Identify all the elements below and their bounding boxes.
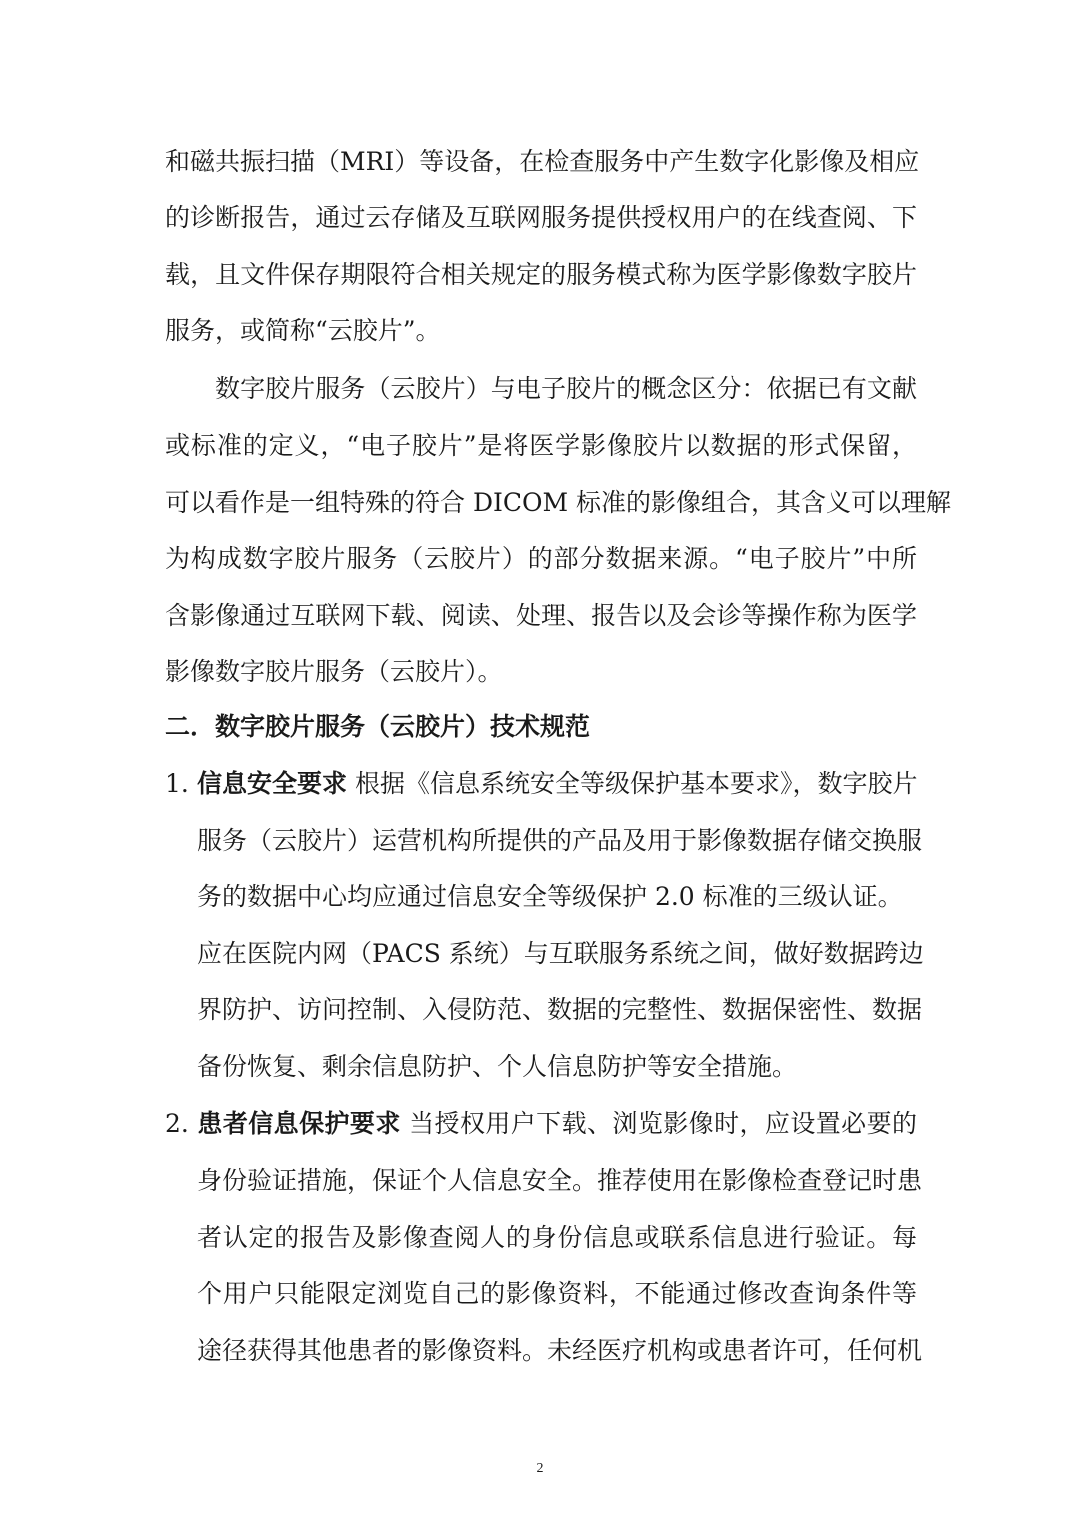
list-item-text: 当授权用户下载、浏览影像时，应设置必要的	[409, 1109, 917, 1138]
paragraph-line: 服务，或简称“云胶片”。	[165, 316, 441, 345]
list-item-number: 2.	[165, 1109, 189, 1138]
list-item-number: 1.	[165, 769, 189, 798]
list-item-first-line	[165, 1107, 917, 1141]
paragraph-line: 载，且文件保存期限符合相关规定的服务模式称为医学影像数字胶片	[165, 260, 917, 289]
section-heading: 二．数字胶片服务（云胶片）技术规范	[165, 712, 591, 741]
list-item-line: 应在医院内网（PACS 系统）与互联服务系统之间，做好数据跨边	[197, 939, 924, 968]
list-item-line: 身份验证措施，保证个人信息安全。推荐使用在影像检查登记时患	[197, 1166, 923, 1195]
list-item-line: 者认定的报告及影像查阅人的身份信息或联系信息进行验证。每	[197, 1223, 917, 1252]
paragraph-line: 为构成数字胶片服务（云胶片）的部分数据来源。“电子胶片”中所	[165, 544, 917, 573]
page-number: 2	[536, 1461, 544, 1476]
paragraph-line: 可以看作是一组特殊的符合 DICOM 标准的影像组合，其含义可以理解	[165, 488, 952, 517]
paragraph-line: 含影像通过互联网下载、阅读、处理、报告以及会诊等操作称为医学	[165, 601, 917, 630]
list-item-line: 服务（云胶片）运营机构所提供的产品及用于影像数据存储交换服	[197, 826, 923, 855]
list-item-line: 务的数据中心均应通过信息安全等级保护 2.0 标准的三级认证。	[197, 882, 903, 911]
list-item-first-line	[165, 767, 917, 801]
list-item-text: 根据《信息系统安全等级保护基本要求》，数字胶片	[354, 769, 918, 798]
list-item-line: 途径获得其他患者的影像资料。未经医疗机构或患者许可，任何机	[197, 1336, 923, 1365]
list-item-title: 信息安全要求	[197, 769, 348, 798]
paragraph-line: 或标准的定义，“电子胶片”是将医学影像胶片以数据的形式保留，	[165, 431, 917, 460]
paragraph-line: 影像数字胶片服务（云胶片）。	[165, 657, 503, 686]
paragraph-line: 和磁共振扫描（MRI）等设备，在检查服务中产生数字化影像及相应	[165, 147, 920, 176]
paragraph-line: 数字胶片服务（云胶片）与电子胶片的概念区分：依据已有文献	[215, 374, 917, 403]
list-item-line: 界防护、访问控制、入侵防范、数据的完整性、数据保密性、数据	[197, 995, 923, 1024]
list-item-line: 备份恢复、剩余信息防护、个人信息防护等安全措施。	[197, 1052, 798, 1081]
list-item-line: 个用户只能限定浏览自己的影像资料，不能通过修改查询条件等	[197, 1279, 917, 1308]
list-item-title: 患者信息保护要求	[197, 1109, 401, 1138]
paragraph-line: 的诊断报告，通过云存储及互联网服务提供授权用户的在线查阅、下	[165, 203, 917, 232]
